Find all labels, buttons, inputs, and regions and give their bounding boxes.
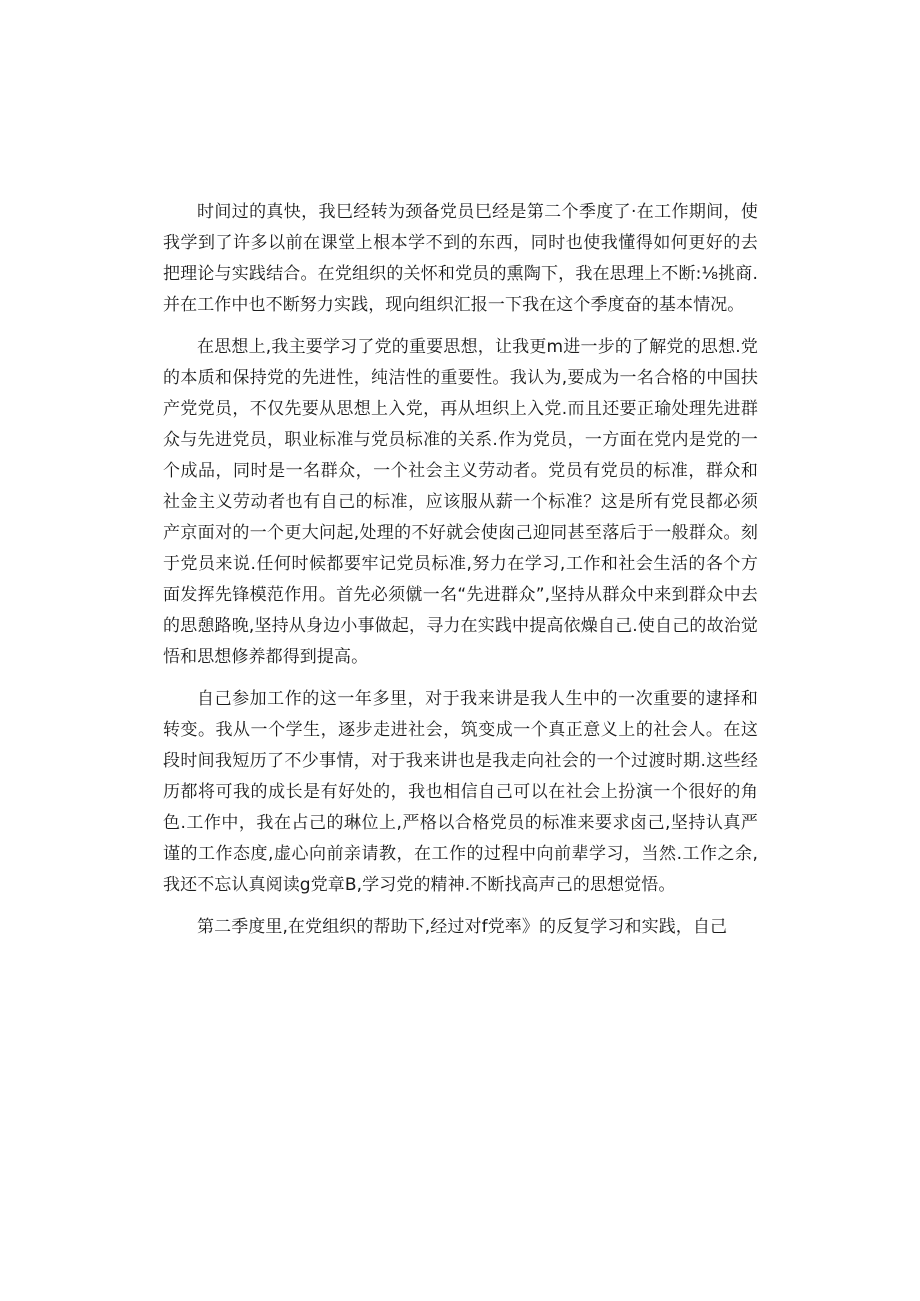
paragraph-intro: 时间过的真快，我巳经转为颈备党员巳经是第二个季度了·在工作期间，使我学到了许多以前在课堂上根本学不到的东西，同时也使我懂得如何更好的去把理论与实践结合。在党组织的关怀和党员的熏陶下，我在思理上不断:⅛挑商.并在工作中也不断努力实践，现向组织汇报一下我在这个季度奋的基本情况。 xyxy=(163,202,758,315)
paragraph-ideology: 在思想上,我主要学习了党的重要思想，让我更m进一步的了解党的思想.党的本质和保持党的先进性，纯洁性的重要性。我认为,要成为一名合格的中国扶产党党员，不仅先要从思想上入党，再从坦织上入党.而且还要正瑜处理先进群众与先进党员，职业标准与党员标准的关系.作为党员，一方面在党内是党的一个成品，同时是一名群众，一个社会主义劳动者。党员有党员的标准，群众和社金主义劳动者也有自己的标准，应该服从薪一个标准？这是所有党艮都必须产京面对的一个更大问起,处理的不好就会使囱己迎同甚至落后于一般群众。刻于党员来说.任何时候都要牢记党员标准,努力在学习,工作和社会生活的各个方面发挥先锋模范作用。首先必须僦一名“先进群众”,坚持从群众中来到群众中去的思憩路晚,坚持从身边小事做起，寻力在实践中提高依燥自己.使自己的故治觉悟和思想修养都得到提高。 xyxy=(163,337,758,667)
paragraph-second-quarter: 第二季度里,在党组织的帮助下,经过对f党率》的反复学习和实践，自己 xyxy=(197,917,728,937)
report-body xyxy=(163,197,758,954)
paragraph-work: 自己参加工作的这一年多里，对于我来讲是我人生中的一次重要的逮择和转变。我从一个学生，逐步走进社会，筑变成一个真正意义上的社会人。在这段时间我短历了不少事情，对于我来讲也是我走向社会的一个过渡时期.这些经历都将可我的成长是有好处的，我也相信自己可以在社会上扮演一个很好的角色.工作中，我在占己的琳位上,严格以合格党员的标准来要求卤己,坚持认真严谨的工作态度,虚心向前亲请教，在工作的过程中向前辈学习，当然.工作之余,我还不忘认真阅读g党章B,学习党的精神.不断找高声己的思想觉悟。 xyxy=(163,689,758,895)
